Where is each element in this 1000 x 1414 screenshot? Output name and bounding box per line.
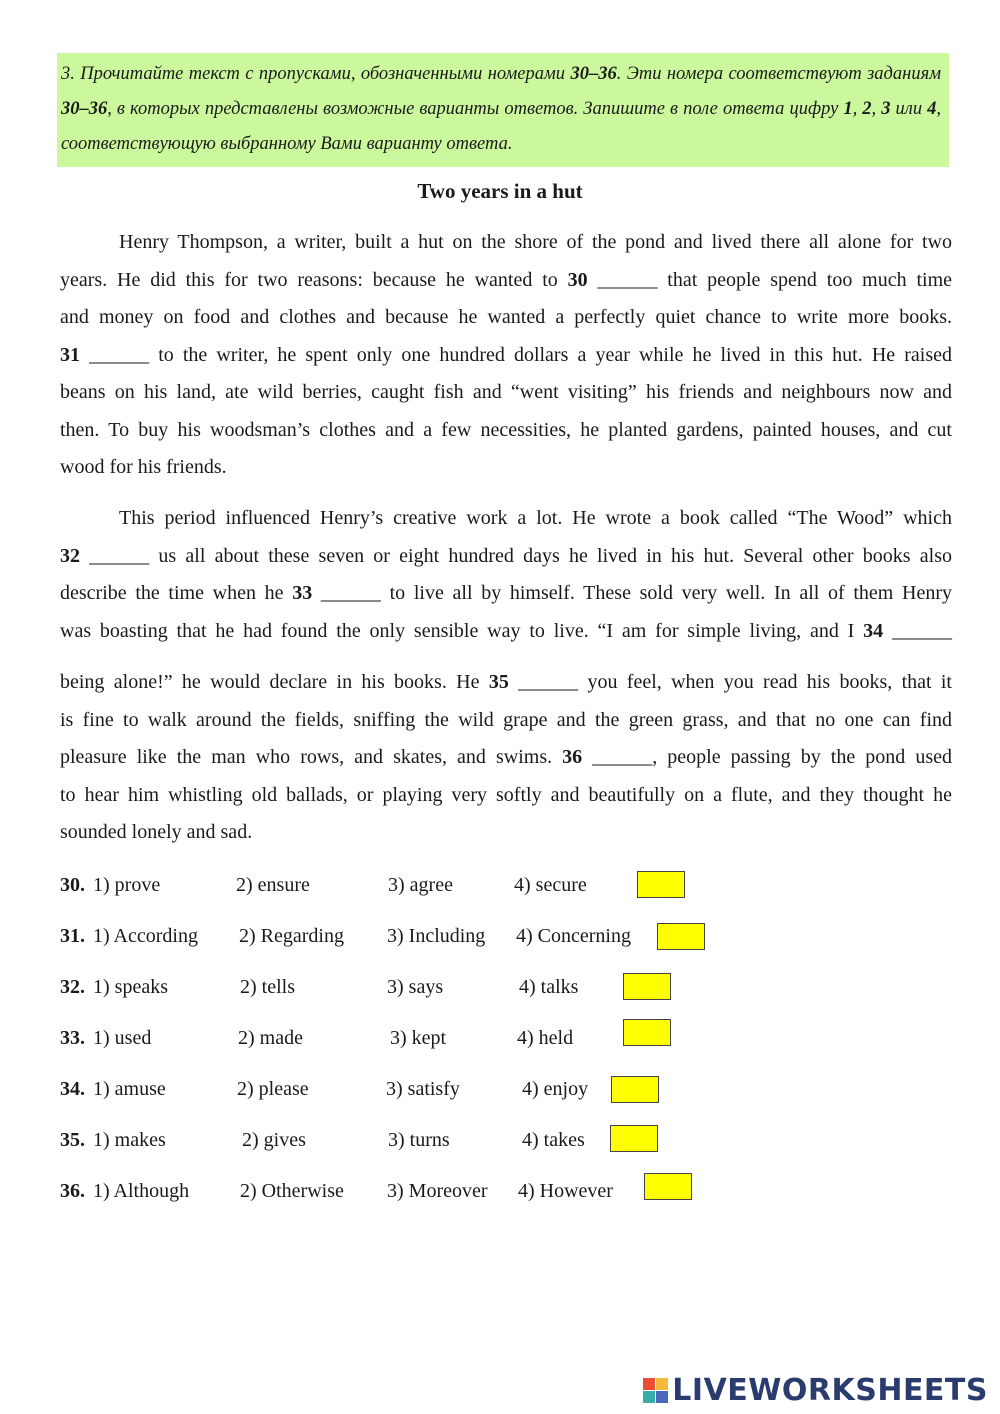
text-fragment: pleasure like the man who rows, and skates, and swims.	[60, 746, 563, 768]
text-line	[60, 262, 952, 300]
text-fragment: ______ you feel, when you read his books, that it	[508, 671, 952, 693]
option-3: 3) agree	[388, 874, 453, 896]
text-fragment: ______ us all about these seven or eight hundred days he lived in his hut. Several other books also	[80, 544, 952, 567]
liveworksheets-logo-icon	[643, 1378, 668, 1403]
text-fragment: describe the time when he	[60, 582, 293, 604]
text-fragment: ______ that people spend too much time	[587, 268, 952, 291]
option-1: 1) used	[93, 1027, 152, 1049]
option-4: 4) However	[518, 1180, 613, 1202]
option-1: 1) makes	[93, 1129, 166, 1151]
instruction-sep: ,	[871, 99, 882, 119]
question-number: 31.	[60, 925, 85, 947]
option-3: 3) Moreover	[387, 1180, 488, 1202]
option-4: 4) talks	[519, 976, 579, 998]
option-2: 2) gives	[242, 1129, 306, 1151]
instruction-text: 3. Прочитайте текст с пропусками, обозначенными номерами	[61, 64, 571, 84]
option-3: 3) Including	[387, 925, 486, 947]
text-line: to hear him whistling old ballads, or playing very softly and beautifully on a flute, and they thought he	[60, 783, 952, 806]
option-1: 1) Although	[93, 1180, 190, 1202]
text-line: and money on food and clothes and because he wanted a perfectly quiet chance to write more books.	[60, 306, 952, 328]
text-line: wood for his friends.	[60, 456, 227, 478]
option-4: 4) secure	[514, 874, 587, 896]
paragraph-1	[60, 224, 952, 487]
option-3: 3) says	[387, 976, 444, 998]
option-4: 4) enjoy	[522, 1078, 589, 1100]
instruction-digit: 2	[862, 99, 872, 119]
text-line: then. To buy his woodsman’s clothes and a few necessities, he planted gardens, painted houses, and cut	[60, 418, 952, 441]
logo-text: LIVEWORKSHEETS	[672, 1372, 988, 1408]
gap-number-32: 32	[60, 544, 80, 567]
gap-number-34: 34	[863, 619, 884, 642]
question-number: 33.	[60, 1027, 85, 1049]
paragraph-2	[60, 500, 952, 650]
text-line	[60, 538, 952, 576]
question-number: 36.	[60, 1180, 85, 1202]
option-1: 1) amuse	[93, 1078, 166, 1100]
answer-box-35[interactable]	[610, 1125, 658, 1152]
question-number: 32.	[60, 976, 85, 998]
option-3: 3) satisfy	[386, 1078, 460, 1100]
answer-box-34[interactable]	[611, 1076, 659, 1103]
option-3: 3) kept	[390, 1027, 447, 1049]
instruction-digit: 3	[881, 99, 891, 119]
text-fragment: ______ to the writer, he spent only one hundred dollars a year while he lived in this hut. He raised	[80, 343, 952, 366]
option-2: 2) made	[238, 1027, 303, 1049]
answer-box-32[interactable]	[623, 973, 671, 1000]
text-fragment: being alone!” he would declare in his books. He	[60, 671, 489, 693]
text-line: beans on his land, ate wild berries, caught fish and “went visiting” his friends and neighbours now and	[60, 381, 952, 403]
gap-number-30: 30	[567, 268, 588, 291]
instruction-sep: или	[890, 99, 928, 119]
text-fragment: years. He did this for two reasons: because he wanted to	[60, 268, 568, 291]
question-number: 34.	[60, 1078, 85, 1100]
text-line: sounded lonely and sad.	[60, 821, 253, 843]
text-line	[60, 664, 952, 702]
instruction-text: . Эти номера соответствуют заданиям	[616, 64, 941, 84]
text-fragment: ______	[883, 619, 953, 642]
answer-box-31[interactable]	[657, 923, 705, 950]
text-line	[60, 337, 952, 375]
text-line: Henry Thompson, a writer, built a hut on the shore of the pond and lived there all alone for two	[119, 231, 952, 253]
option-2: 2) Regarding	[239, 925, 344, 947]
option-2: 2) please	[237, 1078, 309, 1100]
gap-number-33: 33	[292, 582, 313, 604]
option-2: 2) tells	[240, 976, 295, 998]
instruction-range: 30–36	[570, 64, 617, 84]
instruction-range: 30–36	[61, 99, 108, 119]
answer-box-30[interactable]	[637, 871, 685, 898]
text-fragment: ______, people passing by the pond used	[582, 746, 952, 768]
text-line: This period influenced Henry’s creative work a lot. He wrote a book called “The Wood” which	[119, 507, 952, 529]
option-1: 1) prove	[93, 874, 161, 896]
text-line	[60, 613, 952, 651]
text-fragment: ______ to live all by himself. These sold very well. In all of them Henry	[312, 582, 952, 604]
option-3: 3) turns	[388, 1129, 450, 1151]
instruction-block	[57, 53, 949, 167]
paragraph-3	[60, 664, 952, 852]
gap-number-31: 31	[60, 343, 80, 366]
text-fragment: was boasting that he had found the only sensible way to live. “I am for simple living, and I	[60, 619, 864, 642]
option-2: 2) ensure	[236, 874, 310, 896]
option-4: 4) takes	[522, 1129, 585, 1151]
gap-number-35: 35	[488, 671, 509, 693]
instruction-digit: 1	[843, 99, 853, 119]
option-1: 1) speaks	[93, 976, 168, 998]
instruction-sep: ,	[852, 99, 863, 119]
option-4: 4) held	[517, 1027, 574, 1049]
instruction-text: , в которых представлены возможные варианты ответов. Запишите в поле ответа цифру	[107, 99, 844, 119]
instruction-text: , соответствующую выбранному Вами варианту ответа.	[61, 99, 942, 154]
option-4: 4) Concerning	[516, 925, 631, 947]
question-number: 35.	[60, 1129, 85, 1151]
instruction-digit: 4	[927, 99, 937, 119]
gap-number-36: 36	[562, 746, 583, 768]
question-number: 30.	[60, 874, 85, 896]
text-line: is fine to walk around the fields, sniffing the wild grape and the green grass, and that no one can find	[60, 708, 952, 731]
text-title: Two years in a hut	[417, 179, 583, 203]
liveworksheets-logo	[643, 1373, 988, 1407]
answer-box-36[interactable]	[644, 1173, 692, 1200]
answer-box-33[interactable]	[623, 1019, 671, 1046]
text-line	[60, 739, 952, 777]
option-2: 2) Otherwise	[240, 1180, 344, 1202]
option-1: 1) According	[93, 925, 198, 947]
text-line	[60, 575, 952, 613]
